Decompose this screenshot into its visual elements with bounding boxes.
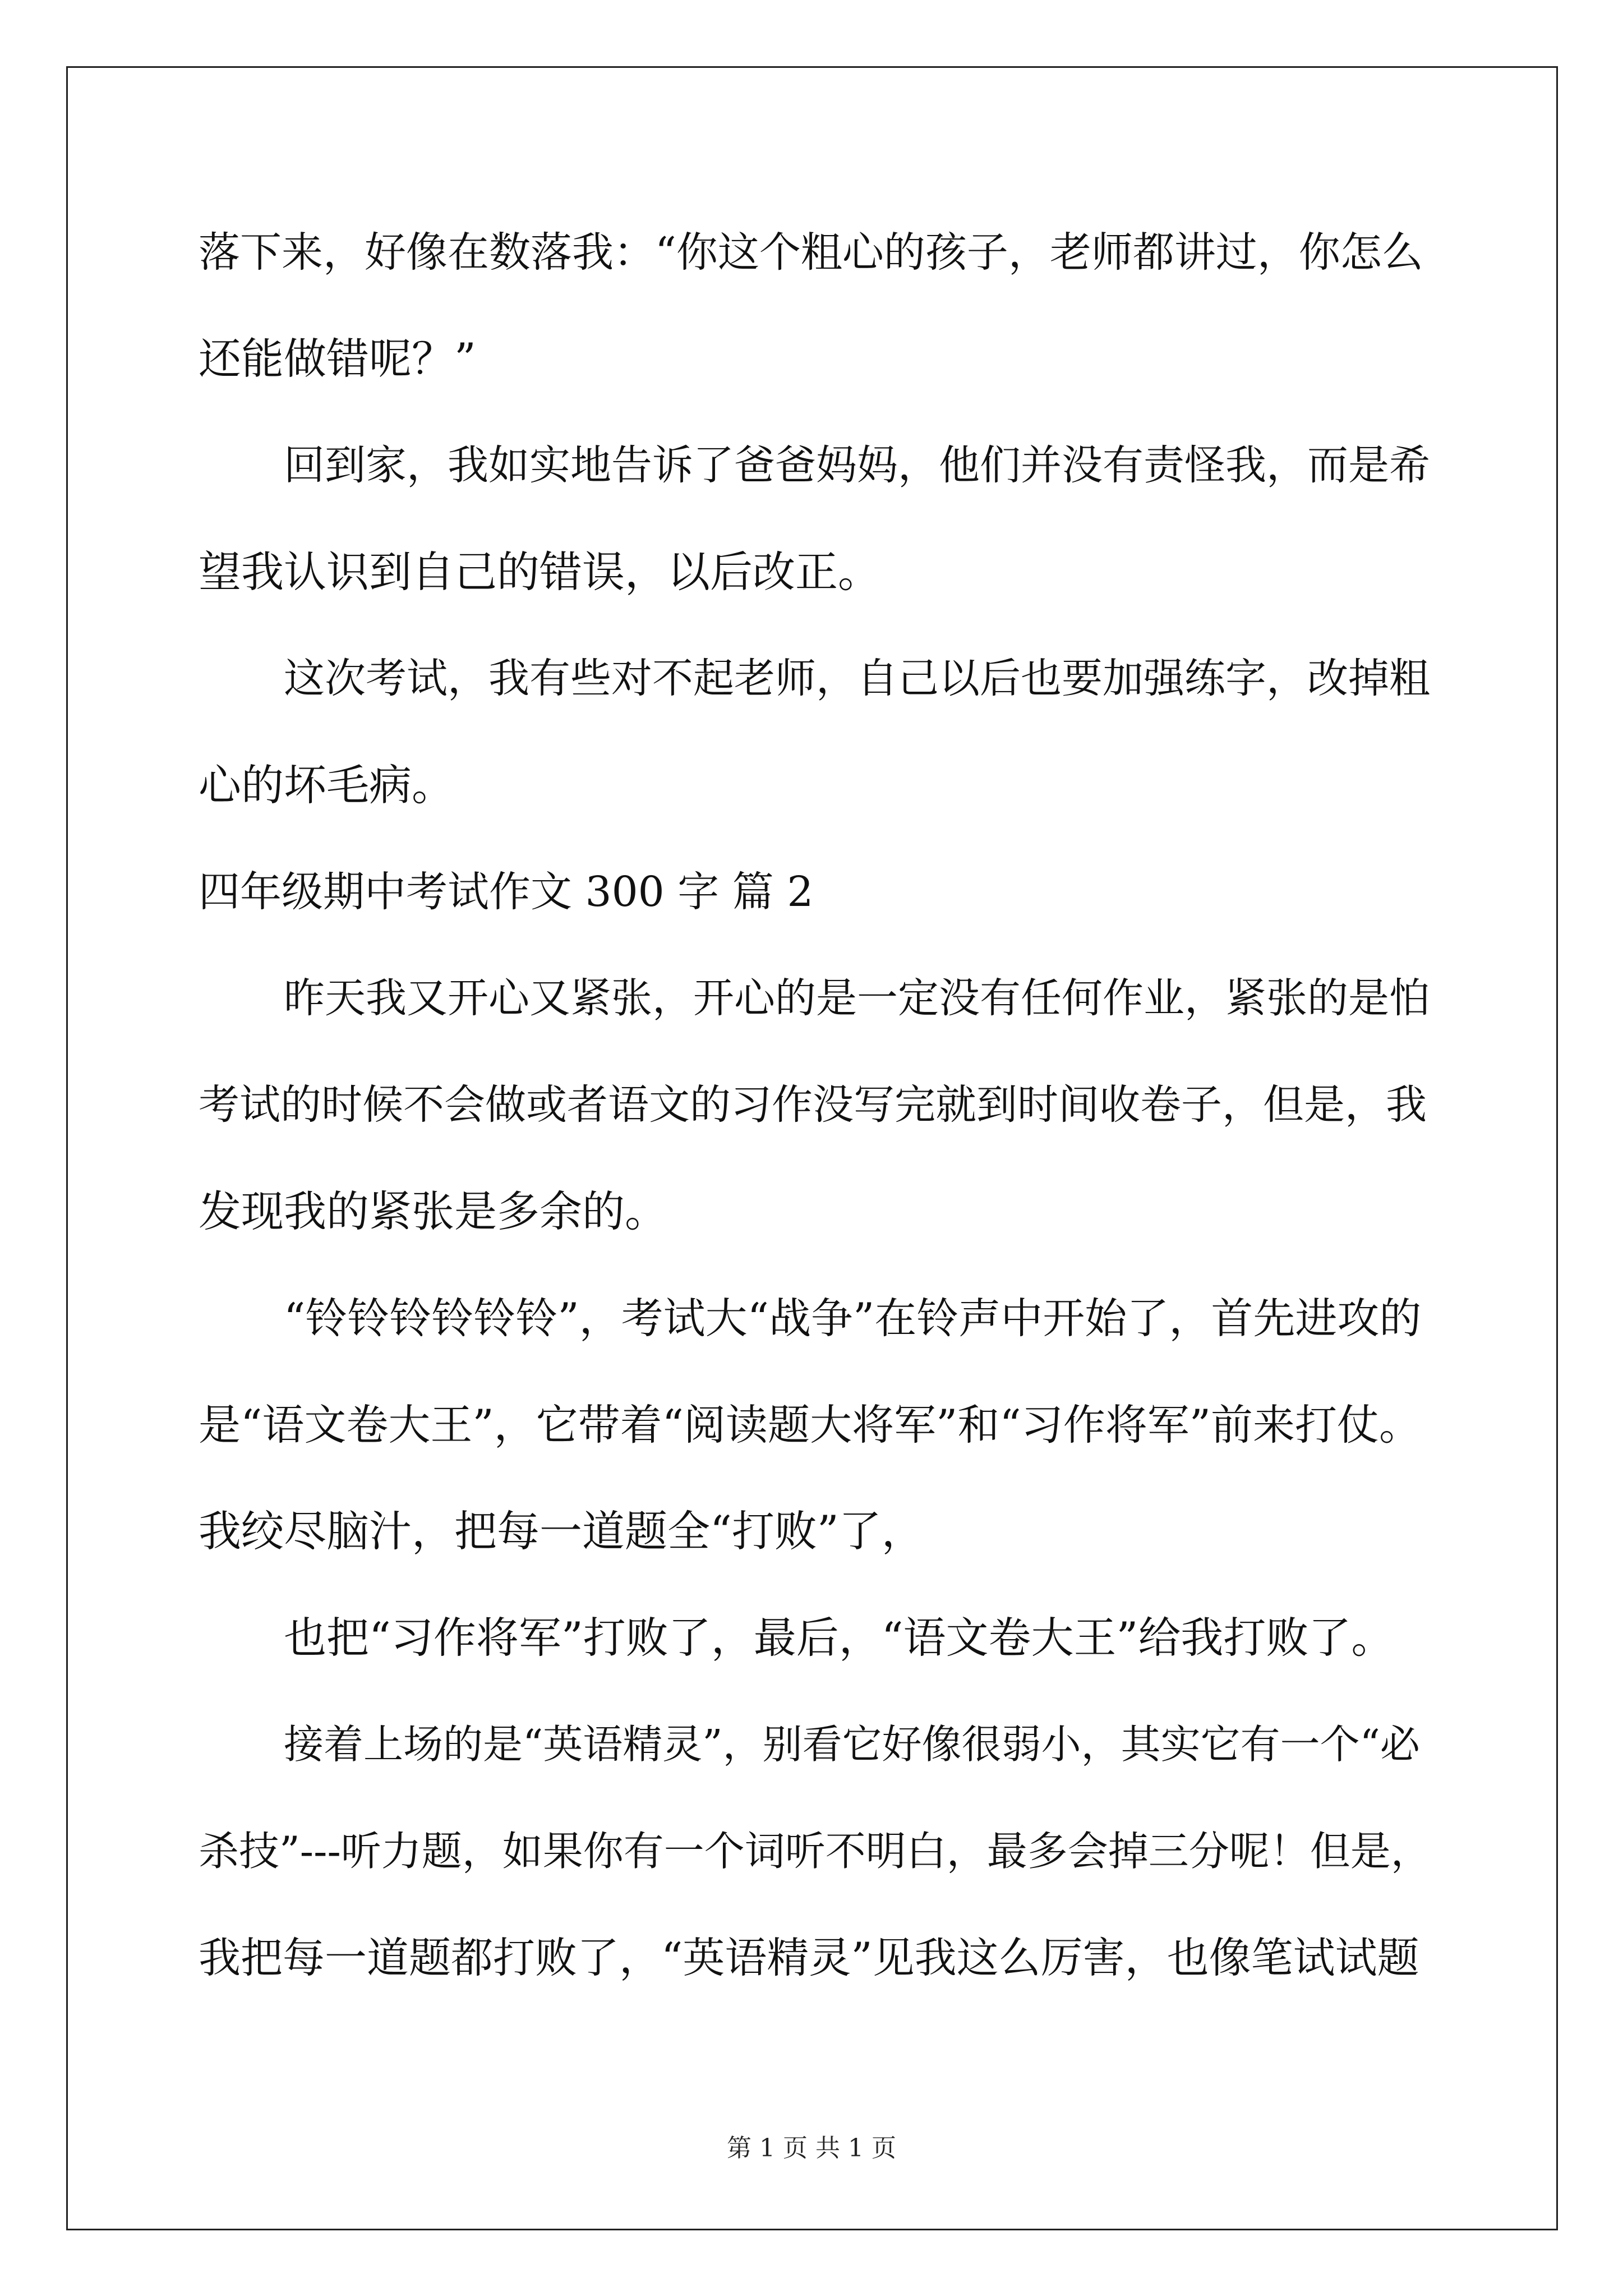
text-line: 还能做错呢？”: [199, 334, 476, 384]
document-body: [199, 222, 1432, 2033]
text-line: 心的坏毛病。: [199, 760, 454, 810]
text-line: 也把“习作将军”打败了，最后，“语文卷大王”给我打败了。: [284, 1613, 1394, 1663]
text-line: 考试的时候不会做或者语文的习作没写完就到时间收卷子，但是，我: [199, 1081, 1427, 1129]
text-line: 接着上场的是“英语精灵”，别看它好像很弱小，其实它有一个“必: [284, 1721, 1420, 1768]
text-line: 我绞尽脑汁，把每一道题全“打败”了，: [199, 1506, 924, 1556]
text-line: 我把每一道题都打败了，“英语精灵”见我这么厉害，也像笔试试题: [199, 1933, 1419, 1982]
text-line: 回到家，我如实地告诉了爸爸妈妈，他们并没有责怪我，而是希: [284, 441, 1430, 489]
text-line: “铃铃铃铃铃铃”，考试大“战争”在铃声中开始了，首先进攻的: [284, 1294, 1422, 1343]
text-line: 这次考试，我有些对不起老师，自己以后也要加强练字，改掉粗: [284, 655, 1430, 702]
text-line: 发现我的紧张是多余的。: [199, 1186, 667, 1236]
text-line: 落下来，好像在数落我：“你这个粗心的孩子，老师都讲过，你怎么: [199, 228, 1423, 277]
text-line: 昨天我又开心又紧张，开心的是一定没有任何作业，紧张的是怕: [284, 974, 1430, 1022]
text-line: 是“语文卷大王”，它带着“阅读题大将军”和“习作将军”前来打仗。: [199, 1400, 1422, 1450]
page-footer: 第 1 页 共 1 页: [727, 2134, 896, 2162]
section-heading: 四年级期中考试作文 300 字 篇 2: [199, 868, 814, 916]
text-line: 望我认识到自己的错误，以后改正。: [199, 547, 880, 597]
text-line: 杀技”---听力题，如果你有一个词听不明白，最多会掉三分呢！但是，: [199, 1828, 1431, 1875]
